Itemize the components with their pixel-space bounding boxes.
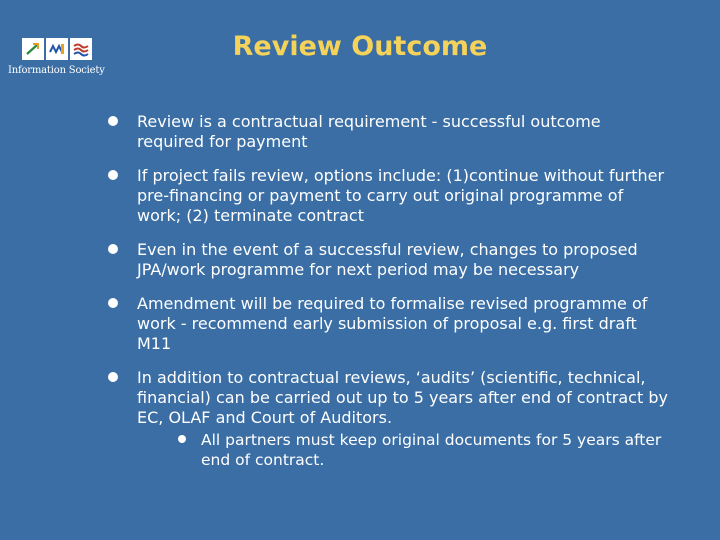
bullet-dot-icon — [108, 372, 118, 382]
bullet-text: Amendment will be required to formalise revised programme of work - recommend early submission of proposal e.g. first draft M11 — [137, 294, 648, 353]
bullet-item — [108, 112, 668, 152]
bullet-text: In addition to contractual reviews, ‘audits’ (scientific, technical, financial) can be carried out up to 5 years after end of contract by EC, OLAF and Court of Auditors. — [137, 368, 668, 427]
bullet-dot-icon — [108, 170, 118, 180]
sub-bullet-item — [178, 430, 668, 470]
bullet-item — [108, 368, 668, 470]
bullet-dot-icon — [108, 298, 118, 308]
logo-caption: Information Society — [8, 65, 105, 76]
bullet-dot-icon — [108, 116, 118, 126]
sub-bullet-dot-icon — [178, 435, 186, 443]
bullet-text: Even in the event of a successful review, changes to proposed JPA/work programme for next period may be necessary — [137, 240, 638, 279]
bullet-list — [108, 112, 668, 484]
bullet-item — [108, 240, 668, 280]
bullet-item — [108, 294, 668, 354]
bullet-dot-icon — [108, 244, 118, 254]
sub-bullet-text: All partners must keep original documents for 5 years after end of contract. — [201, 431, 662, 469]
slide-title: Review Outcome — [232, 31, 488, 62]
bullet-item — [108, 166, 668, 226]
bullet-text: If project fails review, options include: (1)continue without further pre-financing or payment to carry out original programme of work; (2) terminate contract — [137, 166, 665, 225]
bullet-text: Review is a contractual requirement - successful outcome required for payment — [137, 112, 601, 151]
